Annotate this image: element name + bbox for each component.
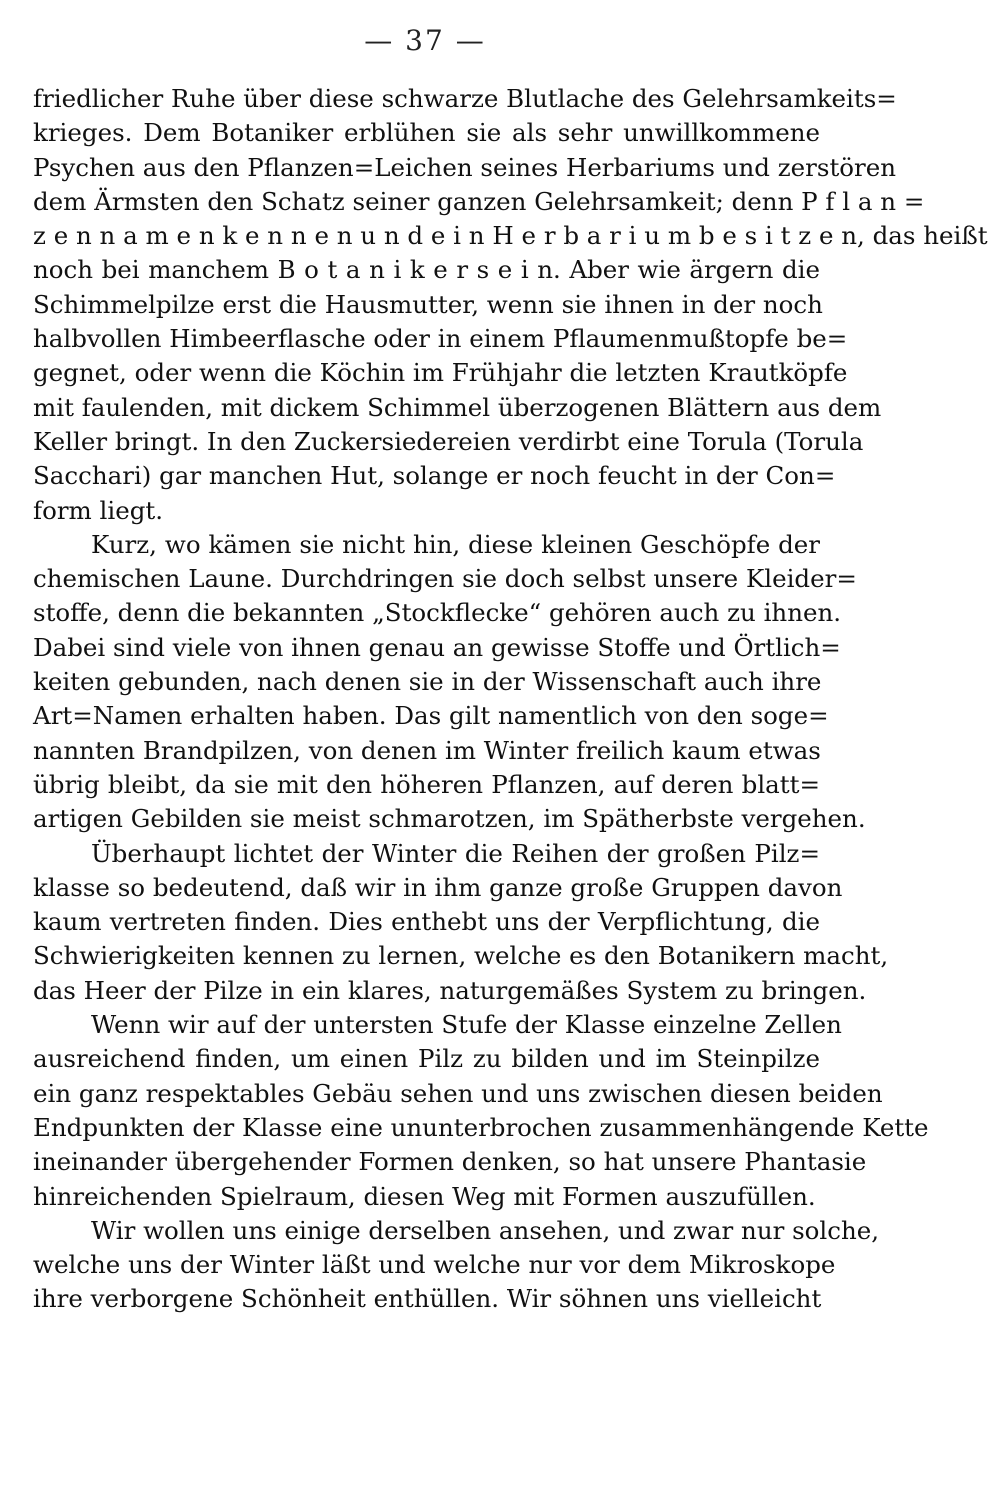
text-line: Überhaupt lichtet der Winter die Reihen der großen Pilz= [91,838,820,868]
text-line: Kurz, wo kämen sie nicht hin, diese kleinen Geschöpfe der [91,529,820,559]
text-line: nannten Brandpilzen, von denen im Winter freilich kaum etwas [33,735,821,765]
text-line: artigen Gebilden sie meist schmarotzen, im Spätherbste vergehen. [33,804,866,834]
text-line: Sacchari) gar manchen Hut, solange er noch feucht in der Con= [33,461,836,491]
text-line: gegnet, oder wenn die Köchin im Frühjahr die letzten Krautköpfe [33,358,848,388]
text-line: ein ganz respektables Gebäu sehen und uns zwischen diesen beiden [33,1078,883,1108]
text-line: Wir wollen uns einige derselben ansehen, und zwar nur solche, [91,1215,880,1245]
text-line: mit faulenden, mit dickem Schimmel überzogenen Blättern aus dem [33,392,882,422]
text-line: ineinander übergehender Formen denken, so hat unsere Phantasie [33,1147,867,1177]
text-line: hinreichenden Spielraum, diesen Weg mit Formen auszufüllen. [33,1181,816,1211]
text-line: noch bei manchem B o t a n i k e r s e i n. Aber wie ärgern die [33,255,820,285]
text-line: ausreichend finden, um einen Pilz zu bilden und im Steinpilze [33,1044,820,1074]
text-line: z e n n a m e n k e n n e n u n d e i n H e r b a r i u m b e s i t z e n, das heißt [33,221,988,251]
text-line: keiten gebunden, nach denen sie in der Wissenschaft auch ihre [33,667,822,697]
text-line: Psychen aus den Pflanzen=Leichen seines Herbariums und zerstören [33,152,897,182]
text-line: kaum vertreten finden. Dies enthebt uns der Verpflichtung, die [33,907,820,937]
text-line: welche uns der Winter läßt und welche nur vor dem Mikroskope [33,1250,836,1280]
text-line: form liegt. [33,495,164,525]
text-line: Keller bringt. In den Zuckersiedereien verdirbt eine Torula (Torula [33,426,864,456]
text-line: Endpunkten der Klasse eine ununterbrochen zusammenhängende Kette [33,1112,929,1142]
text-line: dem Ärmsten den Schatz seiner ganzen Gelehrsamkeit; denn P f l a n = [33,186,925,216]
text-line: Schimmelpilze erst die Hausmutter, wenn sie ihnen in der noch [33,289,823,319]
text-line: klasse so bedeutend, daß wir in ihm ganze große Gruppen davon [33,872,843,902]
text-line: übrig bleibt, da sie mit den höheren Pflanzen, auf deren blatt= [33,769,820,799]
page-number: — 37 — [364,24,486,57]
text-line: stoffe, denn die bekannten „Stockflecke“ gehören auch zu ihnen. [33,598,842,628]
text-line: das Heer der Pilze in ein klares, naturgemäßes System zu bringen. [33,975,867,1005]
text-line: Art=Namen erhalten haben. Das gilt namentlich von den soge= [33,701,829,731]
body-text [33,82,988,1317]
text-line: Schwierigkeiten kennen zu lernen, welche es den Botanikern macht, [33,941,889,971]
text-line: krieges. Dem Botaniker erblühen sie als sehr unwillkommene [33,118,820,148]
text-line: halbvollen Himbeerflasche oder in einem Pflaumenmußtopfe be= [33,324,848,354]
text-line: chemischen Laune. Durchdringen sie doch selbst unsere Kleider= [33,564,857,594]
text-line: Dabei sind viele von ihnen genau an gewisse Stoffe und Örtlich= [33,632,841,662]
text-line: Wenn wir auf der untersten Stufe der Klasse einzelne Zellen [91,1010,842,1040]
text-line: ihre verborgene Schönheit enthüllen. Wir söhnen uns vielleicht [33,1284,822,1314]
text-line: friedlicher Ruhe über diese schwarze Blutlache des Gelehrsamkeits= [33,84,897,113]
